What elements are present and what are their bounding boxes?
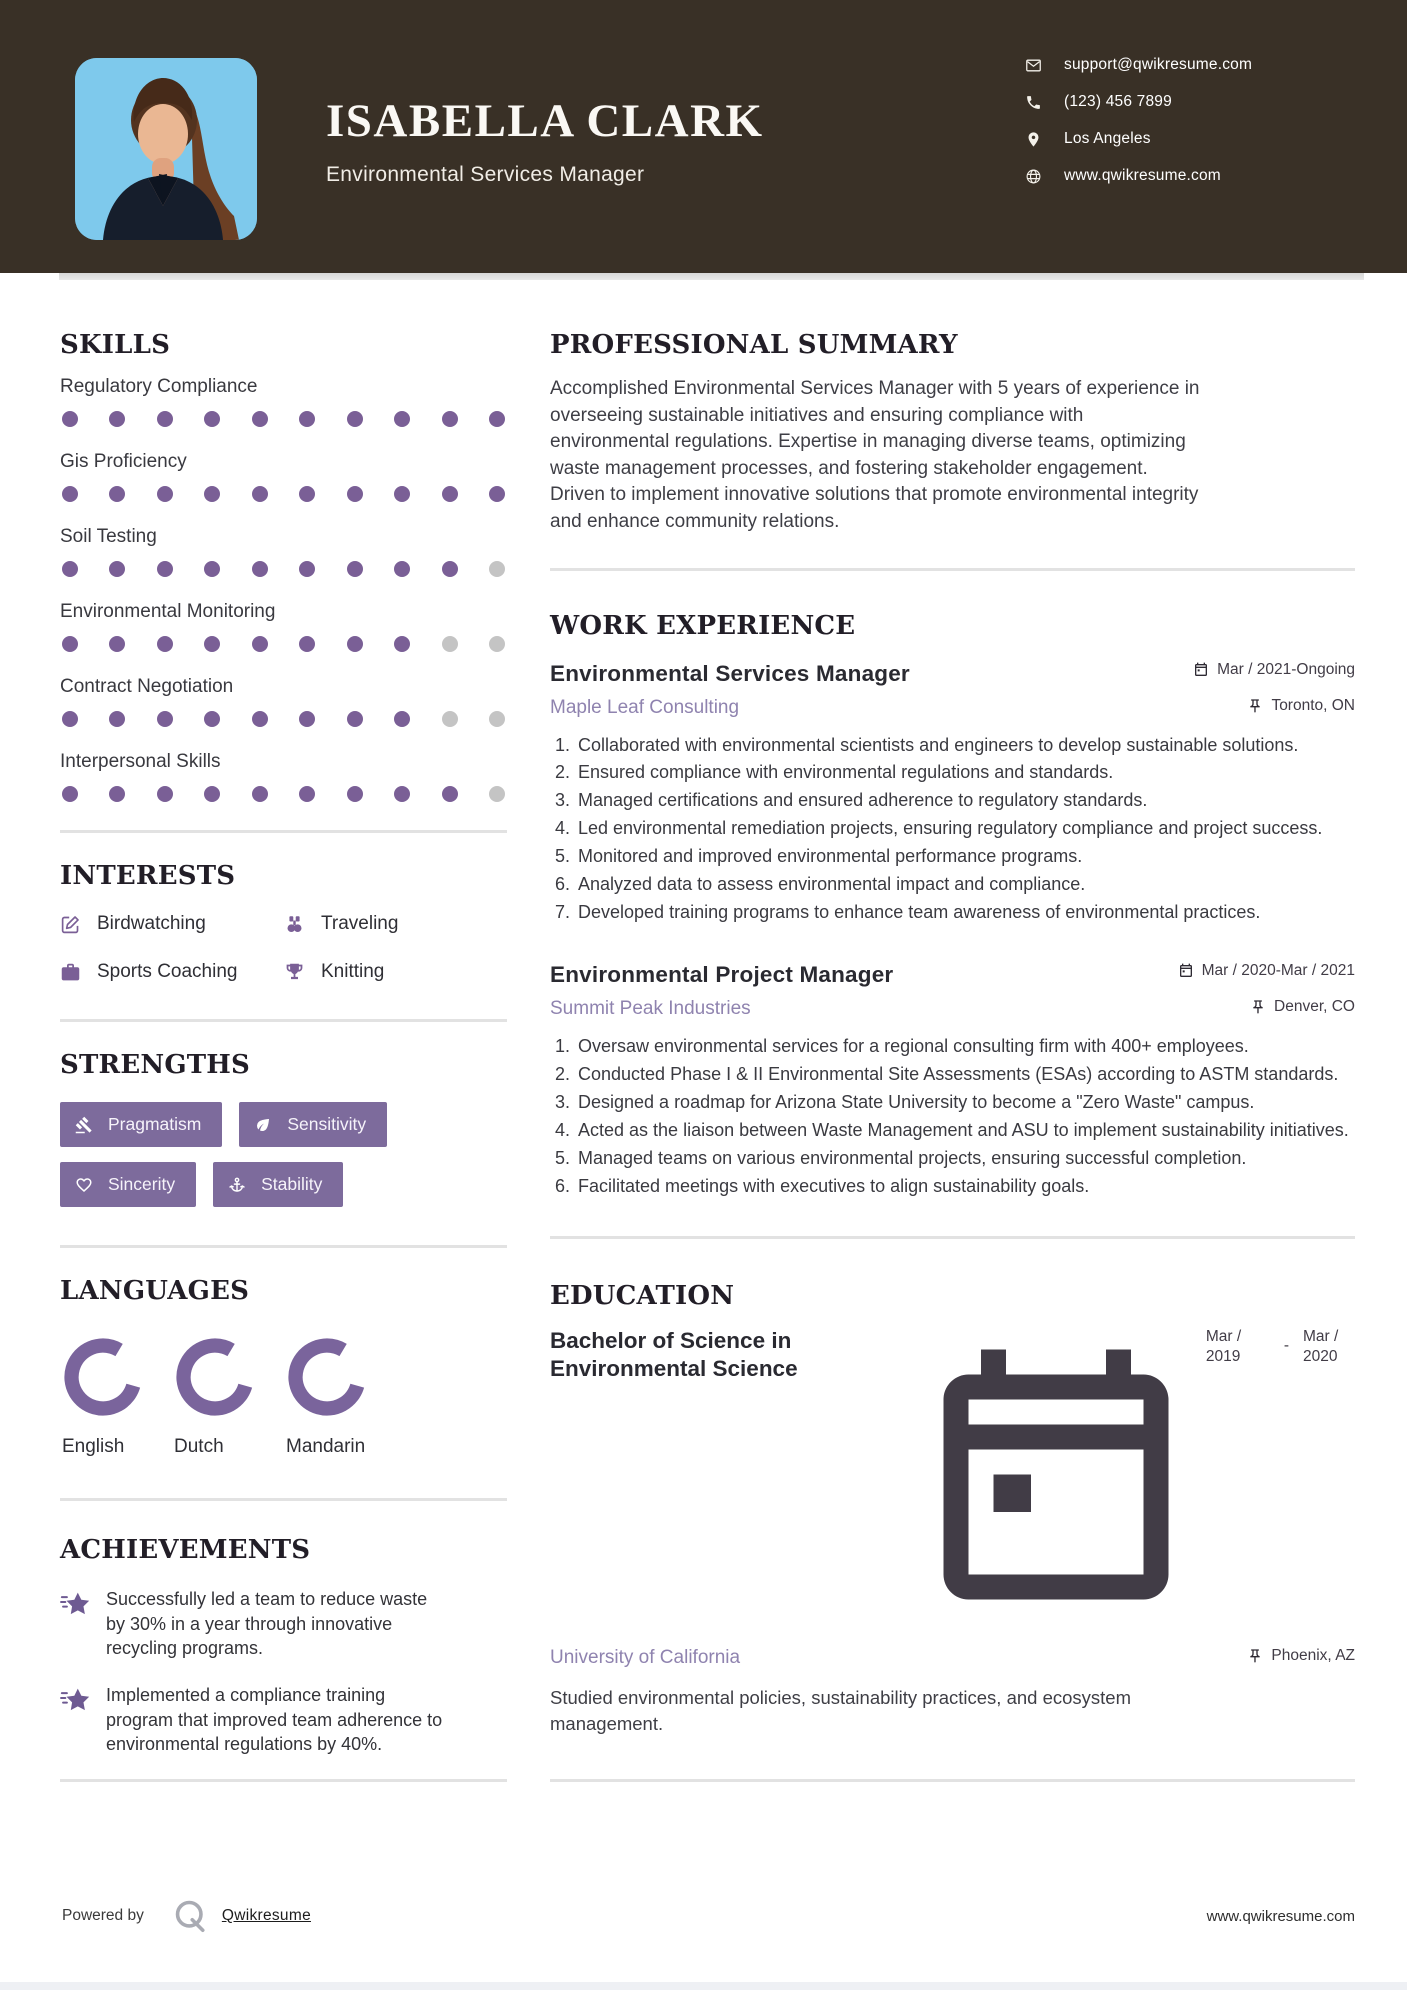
language-label: English [62, 1436, 125, 1457]
skill-rating-dots [62, 711, 505, 727]
summary-section [550, 330, 1355, 536]
divider [60, 830, 507, 833]
job-header [550, 962, 1355, 988]
pushpin-icon [1247, 1648, 1263, 1664]
page-title: ISABELLA CLARK [326, 95, 764, 147]
strengths-heading: STRENGTHS [60, 1050, 251, 1080]
heart-icon [75, 1176, 93, 1194]
rating-dot [157, 411, 173, 427]
language-label: Dutch [174, 1436, 224, 1457]
divider [550, 1236, 1355, 1239]
language-progress-ring [286, 1336, 368, 1418]
rating-dot [252, 636, 268, 652]
experience-heading: WORK EXPERIENCE [550, 610, 856, 641]
skill-item [60, 751, 507, 802]
rating-dot [489, 561, 505, 577]
location-icon [1025, 131, 1042, 148]
skill-label: Environmental Monitoring [60, 601, 276, 622]
rating-dot [489, 786, 505, 802]
languages-section [60, 1276, 507, 1458]
education-section [550, 1281, 1355, 1737]
skill-rating-dots [62, 411, 505, 427]
rating-dot [157, 786, 173, 802]
job-location-text: Toronto, ON [1271, 696, 1355, 714]
main-content [550, 330, 1355, 1810]
job-bullet: 5. Managed teams on various environmental projects, ensuring successful completion. [575, 1146, 1355, 1171]
rating-dot [347, 636, 363, 652]
rating-dot [109, 561, 125, 577]
rating-dot [252, 711, 268, 727]
achievements-heading: ACHIEVEMENTS [60, 1535, 311, 1565]
education-heading: EDUCATION [550, 1281, 735, 1312]
divider [60, 1498, 507, 1501]
rating-dot [109, 711, 125, 727]
language-item [172, 1336, 284, 1458]
rating-dot [442, 636, 458, 652]
skill-label: Interpersonal Skills [60, 751, 221, 772]
summary-text: Accomplished Environmental Services Manager with 5 years of experience in overseeing sustainable initiatives and ensuring compliance with environmental regulations. Expertise in managing diverse teams, optimizing waste management processes, and fostering stakeholder engagement. Driven to implement innovative solutions that promote environmental integrity and enhance community relations. [550, 378, 1200, 532]
job-location [1250, 998, 1355, 1016]
interest-item [284, 913, 507, 935]
contact-item[interactable] [1025, 56, 1355, 74]
pushpin-icon [1250, 999, 1266, 1015]
rating-dot [442, 486, 458, 502]
languages-heading: LANGUAGES [60, 1276, 250, 1306]
achievements-section [60, 1535, 507, 1757]
email-icon [1025, 57, 1042, 74]
contact-item[interactable] [1025, 93, 1355, 111]
calendar-icon [906, 1337, 1206, 1637]
rating-dot [157, 636, 173, 652]
contact-item[interactable] [1025, 167, 1355, 185]
job-entry [550, 661, 1355, 925]
interest-item [284, 961, 507, 983]
jobs-list [550, 661, 1355, 1199]
rating-dot [157, 711, 173, 727]
footer-website[interactable]: www.qwikresume.com [1206, 1907, 1355, 1925]
job-bullet: 4. Acted as the liaison between Waste Management and ASU to implement sustainability initiatives. [575, 1118, 1355, 1143]
skill-label: Soil Testing [60, 526, 157, 547]
job-bullet-list [550, 733, 1355, 925]
school-name: University of California [550, 1647, 741, 1669]
calendar-icon [1193, 662, 1209, 678]
company-name: Maple Leaf Consulting [550, 696, 740, 718]
rating-dot [394, 636, 410, 652]
job-subheader [550, 697, 1355, 719]
skill-label: Regulatory Compliance [60, 376, 258, 397]
rating-dot [252, 486, 268, 502]
contact-text: support@qwikresume.com [1064, 56, 1253, 73]
language-item [284, 1336, 396, 1458]
rating-dot [489, 486, 505, 502]
divider [60, 1019, 507, 1022]
rating-dot [347, 711, 363, 727]
interest-label: Sports Coaching [97, 961, 238, 982]
rating-dot [489, 711, 505, 727]
job-bullet: 1. Collaborated with environmental scientists and engineers to develop sustainable solutions. [575, 733, 1355, 758]
strength-label: Sensitivity [287, 1114, 367, 1134]
rating-dot [204, 786, 220, 802]
star-icon [60, 1685, 92, 1715]
strengths-section [60, 1050, 507, 1207]
job-bullet: 2. Conducted Phase I & II Environmental Site Assessments (ESAs) according to ASTM standards. [575, 1062, 1355, 1087]
divider [60, 1779, 507, 1782]
rating-dot [109, 486, 125, 502]
rating-dot [489, 636, 505, 652]
phone-icon [1025, 94, 1042, 111]
contact-text: (123) 456 7899 [1064, 93, 1172, 110]
rating-dot [442, 411, 458, 427]
job-bullet: 6. Analyzed data to assess environmental impact and compliance. [575, 872, 1355, 897]
skill-item [60, 601, 507, 652]
rating-dot [62, 561, 78, 577]
education-location: Phoenix, AZ [1247, 1647, 1355, 1665]
education-description: Studied environmental policies, sustainability practices, and ecosystem management. [550, 1687, 1131, 1735]
interest-label: Birdwatching [97, 913, 206, 934]
skill-rating-dots [62, 636, 505, 652]
experience-section [550, 611, 1355, 1199]
powered-by-label: Powered by [62, 1907, 144, 1924]
job-title-text: Environmental Project Manager [550, 962, 894, 988]
rating-dot [157, 561, 173, 577]
rating-dot [347, 486, 363, 502]
rating-dot [252, 411, 268, 427]
rating-dot [394, 411, 410, 427]
rating-dot [347, 786, 363, 802]
skill-item [60, 526, 507, 577]
sidebar [60, 330, 507, 1810]
rating-dot [62, 636, 78, 652]
strength-label: Pragmatism [108, 1114, 202, 1134]
company-name: Summit Peak Industries [550, 998, 751, 1020]
strength-badge [239, 1102, 387, 1147]
globe-icon [1025, 168, 1042, 185]
briefcase-icon [60, 962, 81, 983]
rating-dot [109, 786, 125, 802]
rating-dot [299, 786, 315, 802]
achievement-text: Successfully led a team to reduce waste by 30% in a year through innovative recycling programs. [106, 1589, 428, 1659]
rating-dot [394, 711, 410, 727]
rating-dot [299, 711, 315, 727]
achievement-text: Implemented a compliance training program that improved team adherence to environmental regulations by 40%. [106, 1684, 443, 1755]
job-bullet: 1. Oversaw environmental services for a regional consulting firm with 400+ employees. [575, 1034, 1355, 1059]
strengths-list [60, 1102, 507, 1207]
rating-dot [394, 486, 410, 502]
header-shadow [59, 273, 1364, 280]
rating-dot [489, 411, 505, 427]
rating-dot [62, 411, 78, 427]
job-bullet-list [550, 1034, 1355, 1198]
language-item [60, 1336, 172, 1458]
strength-badge [213, 1162, 343, 1207]
rating-dot [394, 561, 410, 577]
rating-dot [109, 411, 125, 427]
job-subheader [550, 998, 1355, 1020]
rating-dot [204, 636, 220, 652]
achievements-list [60, 1587, 507, 1757]
rating-dot [62, 486, 78, 502]
calendar-icon [1178, 963, 1194, 979]
skill-label: Contract Negotiation [60, 676, 234, 697]
rating-dot [299, 636, 315, 652]
rating-dot [204, 411, 220, 427]
rating-dot [442, 786, 458, 802]
trophy-icon [284, 962, 305, 983]
interests-heading: INTERESTS [60, 861, 236, 891]
job-entry [550, 962, 1355, 1198]
education-dates [906, 1327, 1355, 1637]
rating-dot [62, 786, 78, 802]
job-bullet: 4. Led environmental remediation projects, ensuring regulatory compliance and project success. [575, 816, 1355, 841]
skills-section [60, 330, 507, 802]
strength-badge [60, 1162, 196, 1207]
interest-item [60, 961, 284, 983]
interests-list [60, 913, 507, 983]
skills-heading: SKILLS [60, 330, 171, 360]
job-bullet: 3. Designed a roadmap for Arizona State University to become a "Zero Waste" campus. [575, 1090, 1355, 1115]
achievement-item [60, 1587, 507, 1661]
rating-dot [204, 711, 220, 727]
contact-text: www.qwikresume.com [1064, 167, 1221, 184]
summary-heading: PROFESSIONAL SUMMARY [550, 330, 958, 360]
profile-photo [75, 58, 257, 240]
job-dates [1178, 962, 1355, 980]
rating-dot [347, 411, 363, 427]
language-progress-ring [174, 1336, 256, 1418]
rating-dot [109, 636, 125, 652]
job-header [550, 661, 1355, 687]
education-date-end: Mar / 2020 [1303, 1328, 1339, 1365]
interest-label: Knitting [321, 961, 385, 982]
binoculars-icon [284, 914, 305, 935]
strength-label: Stability [261, 1174, 323, 1194]
job-dates-text: Mar / 2020-Mar / 2021 [1201, 962, 1355, 980]
job-bullet: 3. Managed certifications and ensured adherence to regulatory standards. [575, 788, 1355, 813]
profile-photo-illustration [75, 58, 257, 240]
star-icon [60, 1589, 92, 1619]
skill-label: Gis Proficiency [60, 451, 187, 472]
rating-dot [204, 486, 220, 502]
interest-label: Traveling [321, 913, 399, 934]
job-bullet: 5. Monitored and improved environmental performance programs. [575, 844, 1355, 869]
rating-dot [299, 411, 315, 427]
degree-title: Bachelor of Science in Environmental Science [550, 1328, 798, 1382]
job-title: Environmental Services Manager [326, 163, 645, 186]
skill-rating-dots [62, 786, 505, 802]
job-bullet: 7. Developed training programs to enhance team awareness of environmental practices. [575, 900, 1355, 925]
job-bullet: 2. Ensured compliance with environmental regulations and standards. [575, 760, 1355, 785]
anchor-icon [228, 1176, 246, 1194]
interests-section [60, 861, 507, 983]
rating-dot [299, 561, 315, 577]
skill-rating-dots [62, 486, 505, 502]
qwikresume-link[interactable]: Qwikresume [221, 1907, 311, 1924]
contact-item[interactable] [1025, 130, 1355, 148]
rating-dot [299, 486, 315, 502]
interest-item [60, 913, 284, 935]
language-label: Mandarin [286, 1436, 366, 1457]
education-date-start: Mar / 2019 [1205, 1328, 1242, 1365]
skill-item [60, 451, 507, 502]
skill-rating-dots [62, 561, 505, 577]
edit-icon [60, 914, 81, 935]
date-dash: - [1283, 1337, 1289, 1355]
rating-dot [442, 711, 458, 727]
achievement-item [60, 1683, 507, 1757]
rating-dot [204, 561, 220, 577]
strength-badge [60, 1102, 222, 1147]
strength-label: Sincerity [108, 1174, 176, 1194]
skills-list [60, 376, 507, 802]
divider [60, 1245, 507, 1248]
rating-dot [394, 786, 410, 802]
divider [550, 1779, 1355, 1782]
contact-text: Los Angeles [1064, 130, 1151, 147]
job-dates-text: Mar / 2021-Ongoing [1217, 660, 1355, 678]
languages-list [60, 1336, 507, 1458]
skill-item [60, 376, 507, 427]
rating-dot [347, 561, 363, 577]
pushpin-icon [1247, 698, 1263, 714]
footer [62, 1898, 1355, 1934]
language-progress-ring [62, 1336, 144, 1418]
leaf-icon [254, 1116, 272, 1134]
job-location [1247, 697, 1355, 715]
rating-dot [442, 561, 458, 577]
divider [550, 568, 1355, 571]
job-bullet: 6. Facilitated meetings with executives to align sustainability goals. [575, 1174, 1355, 1199]
qwikresume-logo-icon [172, 1898, 208, 1934]
bottom-strip [0, 1982, 1407, 1990]
gavel-icon [75, 1116, 93, 1134]
job-dates [1193, 661, 1355, 679]
header [0, 0, 1407, 273]
rating-dot [252, 786, 268, 802]
job-location-text: Denver, CO [1274, 998, 1355, 1016]
rating-dot [157, 486, 173, 502]
skill-item [60, 676, 507, 727]
rating-dot [252, 561, 268, 577]
contact-list [1025, 56, 1355, 204]
rating-dot [62, 711, 78, 727]
job-title-text: Environmental Services Manager [550, 660, 910, 686]
